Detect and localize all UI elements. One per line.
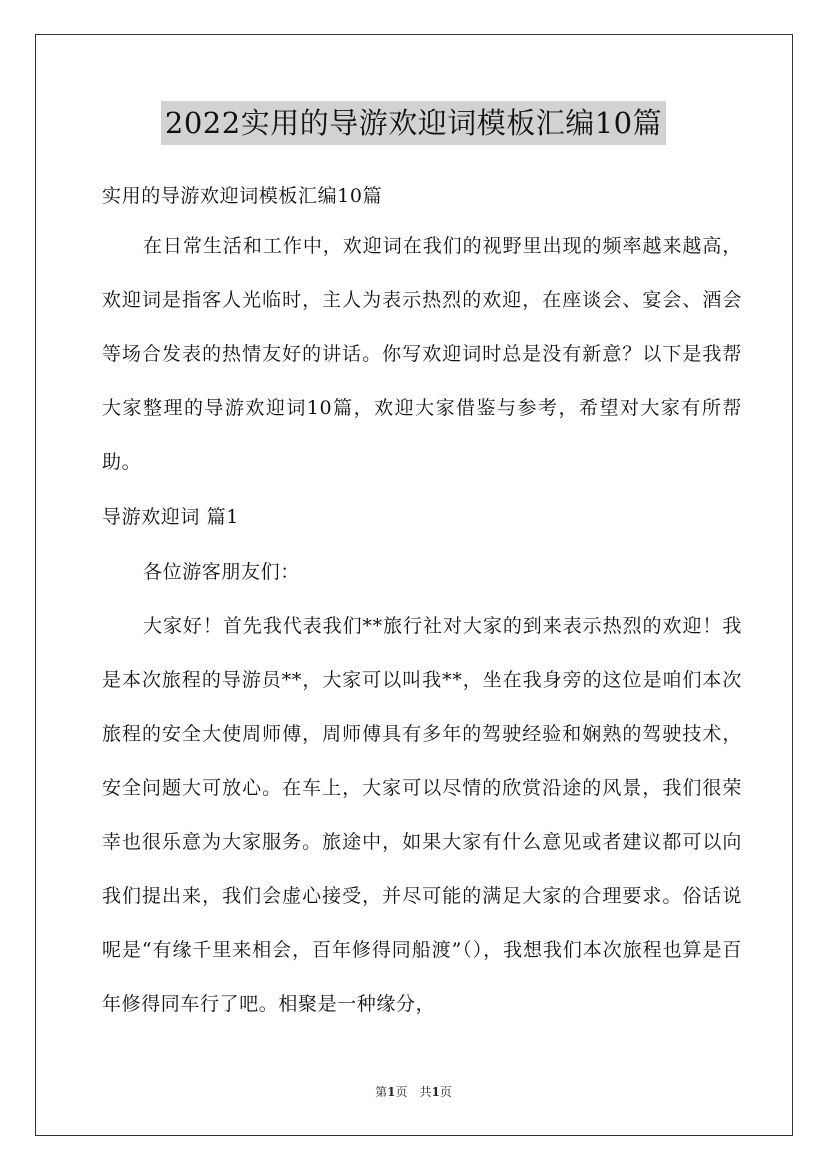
document-subtitle: 实用的导游欢迎词模板汇编10篇 [102, 185, 383, 207]
section-heading: 导游欢迎词 篇1 [102, 506, 239, 528]
title-container [0, 101, 827, 145]
footer-page-total: 1 [431, 1085, 440, 1099]
body-paragraph: 大家好！首先我代表我们**旅行社对大家的到来表示热烈的欢迎！我是本次旅程的导游员**，大家可以叫我**，坐在我身旁的这位是咱们本次旅程的安全大使周师傅，周师傅具有多年的驾驶经验和娴熟的驾驶技术，安全问题大可放心。在车上，大家可以尽情的欣赏沿途的风景，我们很荣幸也很乐意为大家服务。旅途中，如果大家有什么意见或者建议都可以向我们提出来，我们会虚心接受，并尽可能的满足大家的合理要求。俗话说呢是“有缘千里来相会，百年修得同船渡”（），我想我们本次旅程也算是百年修得同车行了吧。相聚是一种缘分， [102, 615, 742, 1015]
intro-paragraph: 在日常生活和工作中，欢迎词在我们的视野里出现的频率越来越高，欢迎词是指客人光临时，主人为表示热烈的欢迎，在座谈会、宴会、酒会等场合发表的热情友好的讲话。你写欢迎词时总是没有新意？以下是我帮大家整理的导游欢迎词10篇，欢迎大家借鉴与参考，希望对大家有所帮助。 [102, 235, 742, 473]
greeting-line: 各位游客朋友们： [143, 561, 300, 583]
page-footer [0, 1084, 827, 1100]
footer-page-suffix: 页 [439, 1085, 452, 1099]
footer-page-current: 1 [387, 1085, 396, 1099]
footer-page-mid: 页 共 [395, 1085, 432, 1099]
footer-page-prefix: 第 [375, 1085, 388, 1099]
document-title: 2022实用的导游欢迎词模板汇编10篇 [161, 101, 666, 145]
